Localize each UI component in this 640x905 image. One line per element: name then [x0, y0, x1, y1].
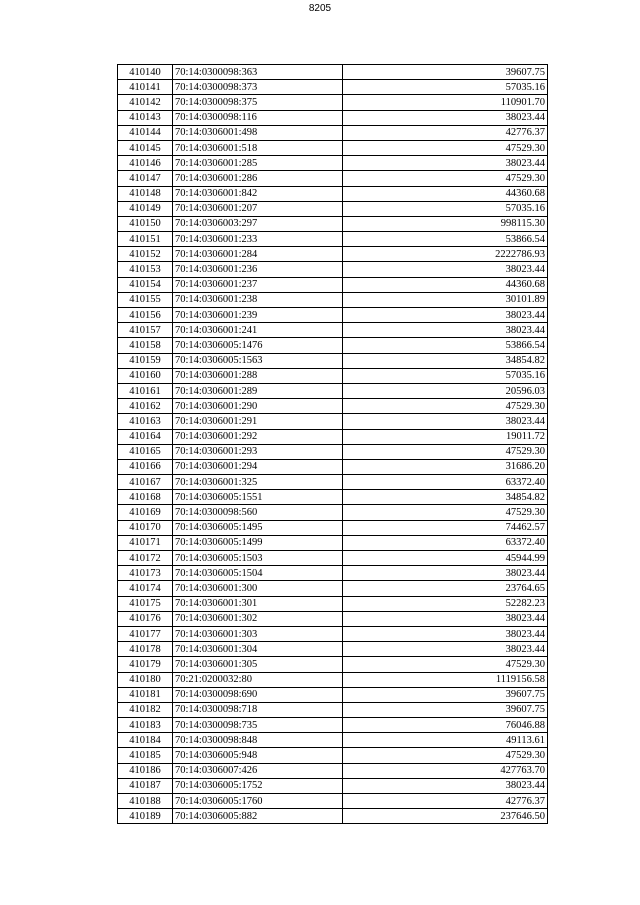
cadastral-number: 70:14:0300098:560: [173, 505, 343, 520]
table-row: [118, 702, 548, 717]
table-row: [118, 80, 548, 95]
cadastral-value: 63372.40: [343, 475, 548, 490]
cadastral-number: 70:14:0306001:233: [173, 232, 343, 247]
cadastral-value: 20596.03: [343, 383, 548, 398]
cadastral-value: 38023.44: [343, 626, 548, 641]
table-row: [118, 733, 548, 748]
cadastral-number: 70:14:0306001:301: [173, 596, 343, 611]
cadastral-value: 38023.44: [343, 566, 548, 581]
table-row: [118, 125, 548, 140]
row-id: 410153: [118, 262, 173, 277]
row-id: 410141: [118, 80, 173, 95]
table-row: [118, 581, 548, 596]
cadastral-number: 70:14:0306001:241: [173, 323, 343, 338]
cadastral-value: 38023.44: [343, 110, 548, 125]
table-row: [118, 247, 548, 262]
row-id: 410156: [118, 308, 173, 323]
cadastral-number: 70:14:0306001:290: [173, 399, 343, 414]
row-id: 410172: [118, 551, 173, 566]
table-row: [118, 687, 548, 702]
cadastral-number: 70:21:0200032:80: [173, 672, 343, 687]
cadastral-value: 57035.16: [343, 201, 548, 216]
row-id: 410170: [118, 520, 173, 535]
cadastral-number: 70:14:0306005:1752: [173, 778, 343, 793]
table-row: [118, 794, 548, 809]
row-id: 410187: [118, 778, 173, 793]
cadastral-value: 74462.57: [343, 520, 548, 535]
row-id: 410171: [118, 535, 173, 550]
cadastral-value: 42776.37: [343, 125, 548, 140]
cadastral-number: 70:14:0306001:292: [173, 429, 343, 444]
table-row: [118, 763, 548, 778]
cadastral-number: 70:14:0300098:735: [173, 718, 343, 733]
cadastral-value: 47529.30: [343, 171, 548, 186]
cadastral-value: 19011.72: [343, 429, 548, 444]
cadastral-number: 70:14:0306001:288: [173, 368, 343, 383]
row-id: 410163: [118, 414, 173, 429]
row-id: 410142: [118, 95, 173, 110]
cadastral-value: 34854.82: [343, 353, 548, 368]
cadastral-number: 70:14:0306001:300: [173, 581, 343, 596]
cadastral-value: 53866.54: [343, 232, 548, 247]
table-row: [118, 596, 548, 611]
cadastral-number: 70:14:0306001:285: [173, 156, 343, 171]
cadastral-value: 52282.23: [343, 596, 548, 611]
row-id: 410146: [118, 156, 173, 171]
row-id: 410161: [118, 383, 173, 398]
cadastral-number: 70:14:0306001:518: [173, 140, 343, 155]
row-id: 410185: [118, 748, 173, 763]
cadastral-number: 70:14:0306001:236: [173, 262, 343, 277]
cadastral-number: 70:14:0306001:325: [173, 475, 343, 490]
table-row: [118, 778, 548, 793]
cadastral-value: 38023.44: [343, 308, 548, 323]
table-row: [118, 551, 548, 566]
cadastral-number: 70:14:0300098:375: [173, 95, 343, 110]
cadastral-number: 70:14:0306001:302: [173, 611, 343, 626]
row-id: 410180: [118, 672, 173, 687]
row-id: 410176: [118, 611, 173, 626]
table-row: [118, 368, 548, 383]
table-row: [118, 748, 548, 763]
cadastral-value: 47529.30: [343, 140, 548, 155]
row-id: 410143: [118, 110, 173, 125]
cadastral-number: 70:14:0300098:363: [173, 65, 343, 80]
table-row: [118, 399, 548, 414]
table-row: [118, 475, 548, 490]
table-row: [118, 201, 548, 216]
row-id: 410182: [118, 702, 173, 717]
cadastral-value: 39607.75: [343, 687, 548, 702]
cadastral-number: 70:14:0306001:239: [173, 308, 343, 323]
cadastral-number: 70:14:0306005:1503: [173, 551, 343, 566]
cadastral-value: 57035.16: [343, 368, 548, 383]
table-row: [118, 95, 548, 110]
cadastral-value: 38023.44: [343, 414, 548, 429]
cadastral-number: 70:14:0306001:238: [173, 292, 343, 307]
table-body: [118, 65, 548, 824]
row-id: 410173: [118, 566, 173, 581]
table-row: [118, 353, 548, 368]
row-id: 410140: [118, 65, 173, 80]
table-row: [118, 718, 548, 733]
cadastral-number: 70:14:0306003:297: [173, 216, 343, 231]
row-id: 410181: [118, 687, 173, 702]
cadastral-value: 63372.40: [343, 535, 548, 550]
cadastral-value: 38023.44: [343, 262, 548, 277]
row-id: 410157: [118, 323, 173, 338]
table-row: [118, 383, 548, 398]
row-id: 410148: [118, 186, 173, 201]
cadastral-value: 47529.30: [343, 399, 548, 414]
cadastral-number: 70:14:0306001:303: [173, 626, 343, 641]
row-id: 410151: [118, 232, 173, 247]
cadastral-value: 47529.30: [343, 505, 548, 520]
cadastral-number: 70:14:0300098:373: [173, 80, 343, 95]
cadastral-number: 70:14:0300098:116: [173, 110, 343, 125]
cadastral-number: 70:14:0306001:237: [173, 277, 343, 292]
cadastral-number: 70:14:0306001:289: [173, 383, 343, 398]
table-row: [118, 216, 548, 231]
cadastral-value: 38023.44: [343, 323, 548, 338]
cadastral-value: 1119156.58: [343, 672, 548, 687]
cadastral-number: 70:14:0306001:294: [173, 459, 343, 474]
row-id: 410175: [118, 596, 173, 611]
table-row: [118, 444, 548, 459]
table-row: [118, 429, 548, 444]
cadastral-number: 70:14:0306005:1495: [173, 520, 343, 535]
cadastral-value: 998115.30: [343, 216, 548, 231]
row-id: 410149: [118, 201, 173, 216]
cadastral-value: 44360.68: [343, 186, 548, 201]
cadastral-number: 70:14:0306005:1504: [173, 566, 343, 581]
cadastral-number: 70:14:0300098:690: [173, 687, 343, 702]
cadastral-value: 49113.61: [343, 733, 548, 748]
table-row: [118, 657, 548, 672]
row-id: 410174: [118, 581, 173, 596]
table-row: [118, 65, 548, 80]
cadastral-value: 30101.89: [343, 292, 548, 307]
cadastral-value: 38023.44: [343, 778, 548, 793]
cadastral-value: 39607.75: [343, 702, 548, 717]
cadastral-value: 47529.30: [343, 657, 548, 672]
cadastral-number: 70:14:0306001:842: [173, 186, 343, 201]
row-id: 410177: [118, 626, 173, 641]
table-row: [118, 535, 548, 550]
row-id: 410178: [118, 642, 173, 657]
row-id: 410145: [118, 140, 173, 155]
table-row: [118, 642, 548, 657]
table-row: [118, 262, 548, 277]
cadastral-number: 70:14:0306001:498: [173, 125, 343, 140]
table-row: [118, 626, 548, 641]
cadastral-value: 31686.20: [343, 459, 548, 474]
cadastral-value: 47529.30: [343, 444, 548, 459]
row-id: 410158: [118, 338, 173, 353]
page-number: 8205: [308, 3, 332, 14]
cadastral-number: 70:14:0306005:1760: [173, 794, 343, 809]
row-id: 410184: [118, 733, 173, 748]
table-row: [118, 672, 548, 687]
cadastral-number: 70:14:0300098:848: [173, 733, 343, 748]
row-id: 410167: [118, 475, 173, 490]
cadastral-value: 57035.16: [343, 80, 548, 95]
row-id: 410152: [118, 247, 173, 262]
cadastral-number: 70:14:0306001:207: [173, 201, 343, 216]
table-row: [118, 308, 548, 323]
cadastral-value: 38023.44: [343, 611, 548, 626]
row-id: 410155: [118, 292, 173, 307]
row-id: 410179: [118, 657, 173, 672]
cadastral-value: 23764.65: [343, 581, 548, 596]
cadastral-number: 70:14:0306005:948: [173, 748, 343, 763]
cadastral-value: 39607.75: [343, 65, 548, 80]
cadastral-number: 70:14:0306005:1551: [173, 490, 343, 505]
row-id: 410160: [118, 368, 173, 383]
row-id: 410165: [118, 444, 173, 459]
cadastral-value: 38023.44: [343, 156, 548, 171]
table-row: [118, 110, 548, 125]
row-id: 410147: [118, 171, 173, 186]
table-row: [118, 566, 548, 581]
cadastral-number: 70:14:0306007:426: [173, 763, 343, 778]
cadastral-number: 70:14:0306001:286: [173, 171, 343, 186]
row-id: 410166: [118, 459, 173, 474]
table-row: [118, 171, 548, 186]
table-row: [118, 277, 548, 292]
table-row: [118, 809, 548, 824]
table-row: [118, 611, 548, 626]
row-id: 410168: [118, 490, 173, 505]
row-id: 410162: [118, 399, 173, 414]
row-id: 410188: [118, 794, 173, 809]
row-id: 410150: [118, 216, 173, 231]
row-id: 410186: [118, 763, 173, 778]
cadastral-value: 237646.50: [343, 809, 548, 824]
table-row: [118, 338, 548, 353]
table-row: [118, 156, 548, 171]
table-row: [118, 490, 548, 505]
row-id: 410159: [118, 353, 173, 368]
table-row: [118, 520, 548, 535]
cadastral-value-table: [117, 64, 548, 824]
row-id: 410144: [118, 125, 173, 140]
cadastral-value: 76046.88: [343, 718, 548, 733]
row-id: 410164: [118, 429, 173, 444]
cadastral-value: 38023.44: [343, 642, 548, 657]
cadastral-number: 70:14:0306005:1476: [173, 338, 343, 353]
cadastral-value: 44360.68: [343, 277, 548, 292]
cadastral-value: 110901.70: [343, 95, 548, 110]
row-id: 410169: [118, 505, 173, 520]
cadastral-value: 42776.37: [343, 794, 548, 809]
cadastral-number: 70:14:0306001:305: [173, 657, 343, 672]
table-row: [118, 459, 548, 474]
row-id: 410154: [118, 277, 173, 292]
row-id: 410189: [118, 809, 173, 824]
table-row: [118, 232, 548, 247]
cadastral-number: 70:14:0306001:304: [173, 642, 343, 657]
row-id: 410183: [118, 718, 173, 733]
cadastral-number: 70:14:0306005:882: [173, 809, 343, 824]
table-row: [118, 140, 548, 155]
cadastral-number: 70:14:0300098:718: [173, 702, 343, 717]
cadastral-value: 47529.30: [343, 748, 548, 763]
cadastral-value: 34854.82: [343, 490, 548, 505]
table-row: [118, 323, 548, 338]
table-row: [118, 292, 548, 307]
cadastral-value: 2222786.93: [343, 247, 548, 262]
cadastral-number: 70:14:0306001:293: [173, 444, 343, 459]
table-row: [118, 505, 548, 520]
cadastral-value: 53866.54: [343, 338, 548, 353]
cadastral-value: 427763.70: [343, 763, 548, 778]
table-row: [118, 414, 548, 429]
cadastral-number: 70:14:0306001:291: [173, 414, 343, 429]
cadastral-number: 70:14:0306005:1563: [173, 353, 343, 368]
cadastral-value: 45944.99: [343, 551, 548, 566]
table-row: [118, 186, 548, 201]
cadastral-number: 70:14:0306001:284: [173, 247, 343, 262]
cadastral-number: 70:14:0306005:1499: [173, 535, 343, 550]
